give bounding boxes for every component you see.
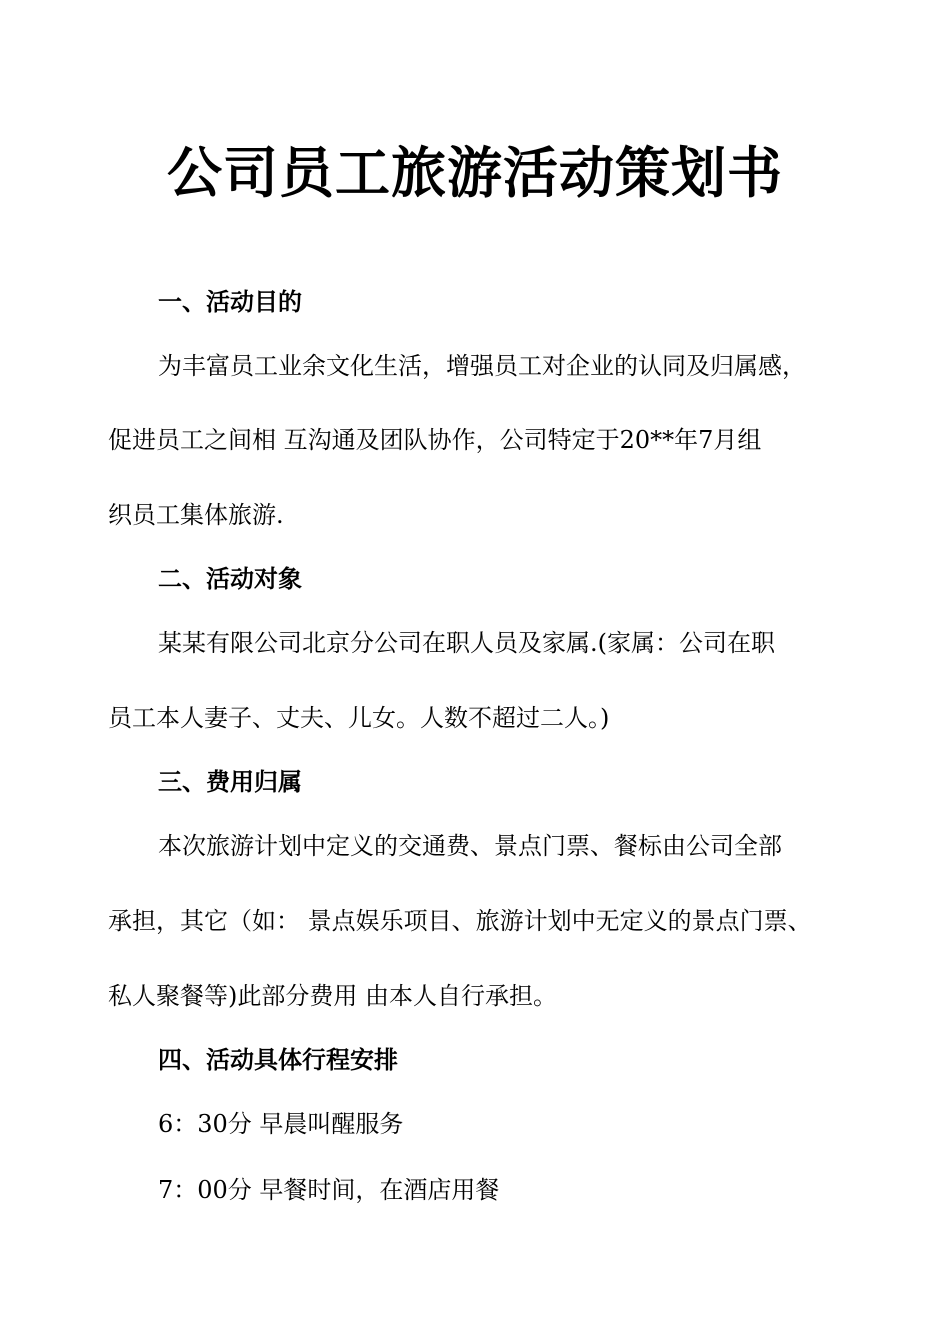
paragraph-line: 织员工集体旅游. — [108, 501, 284, 529]
section-heading-purpose: 一、活动目的 — [158, 288, 302, 316]
paragraph-line: 本次旅游计划中定义的交通费、景点门票、餐标由公司全部 — [158, 832, 782, 860]
paragraph-line: 为丰富员工业余文化生活，增强员工对企业的认同及归属感， — [158, 352, 806, 380]
document-title: 公司员工旅游活动策划书 — [166, 141, 783, 205]
paragraph-line: 私人聚餐等)此部分费用 由本人自行承担。 — [108, 982, 557, 1010]
itinerary-item: 7：00分 早餐时间，在酒店用餐 — [158, 1176, 500, 1204]
paragraph-line: 承担，其它（如： 景点娱乐项目、旅游计划中无定义的景点门票、 — [108, 907, 812, 935]
paragraph-line: 某某有限公司北京分公司在职人员及家属.(家属：公司在职 — [158, 629, 775, 657]
section-heading-participants: 二、活动对象 — [158, 565, 302, 593]
paragraph-line: 促进员工之间相 互沟通及团队协作，公司特定于20**年7月组 — [108, 426, 762, 454]
paragraph-line: 员工本人妻子、丈夫、儿女。人数不超过二人。) — [108, 704, 610, 732]
section-heading-itinerary: 四、活动具体行程安排 — [158, 1046, 398, 1074]
itinerary-item: 6：30分 早晨叫醒服务 — [158, 1110, 404, 1138]
section-heading-expenses: 三、费用归属 — [158, 768, 302, 796]
